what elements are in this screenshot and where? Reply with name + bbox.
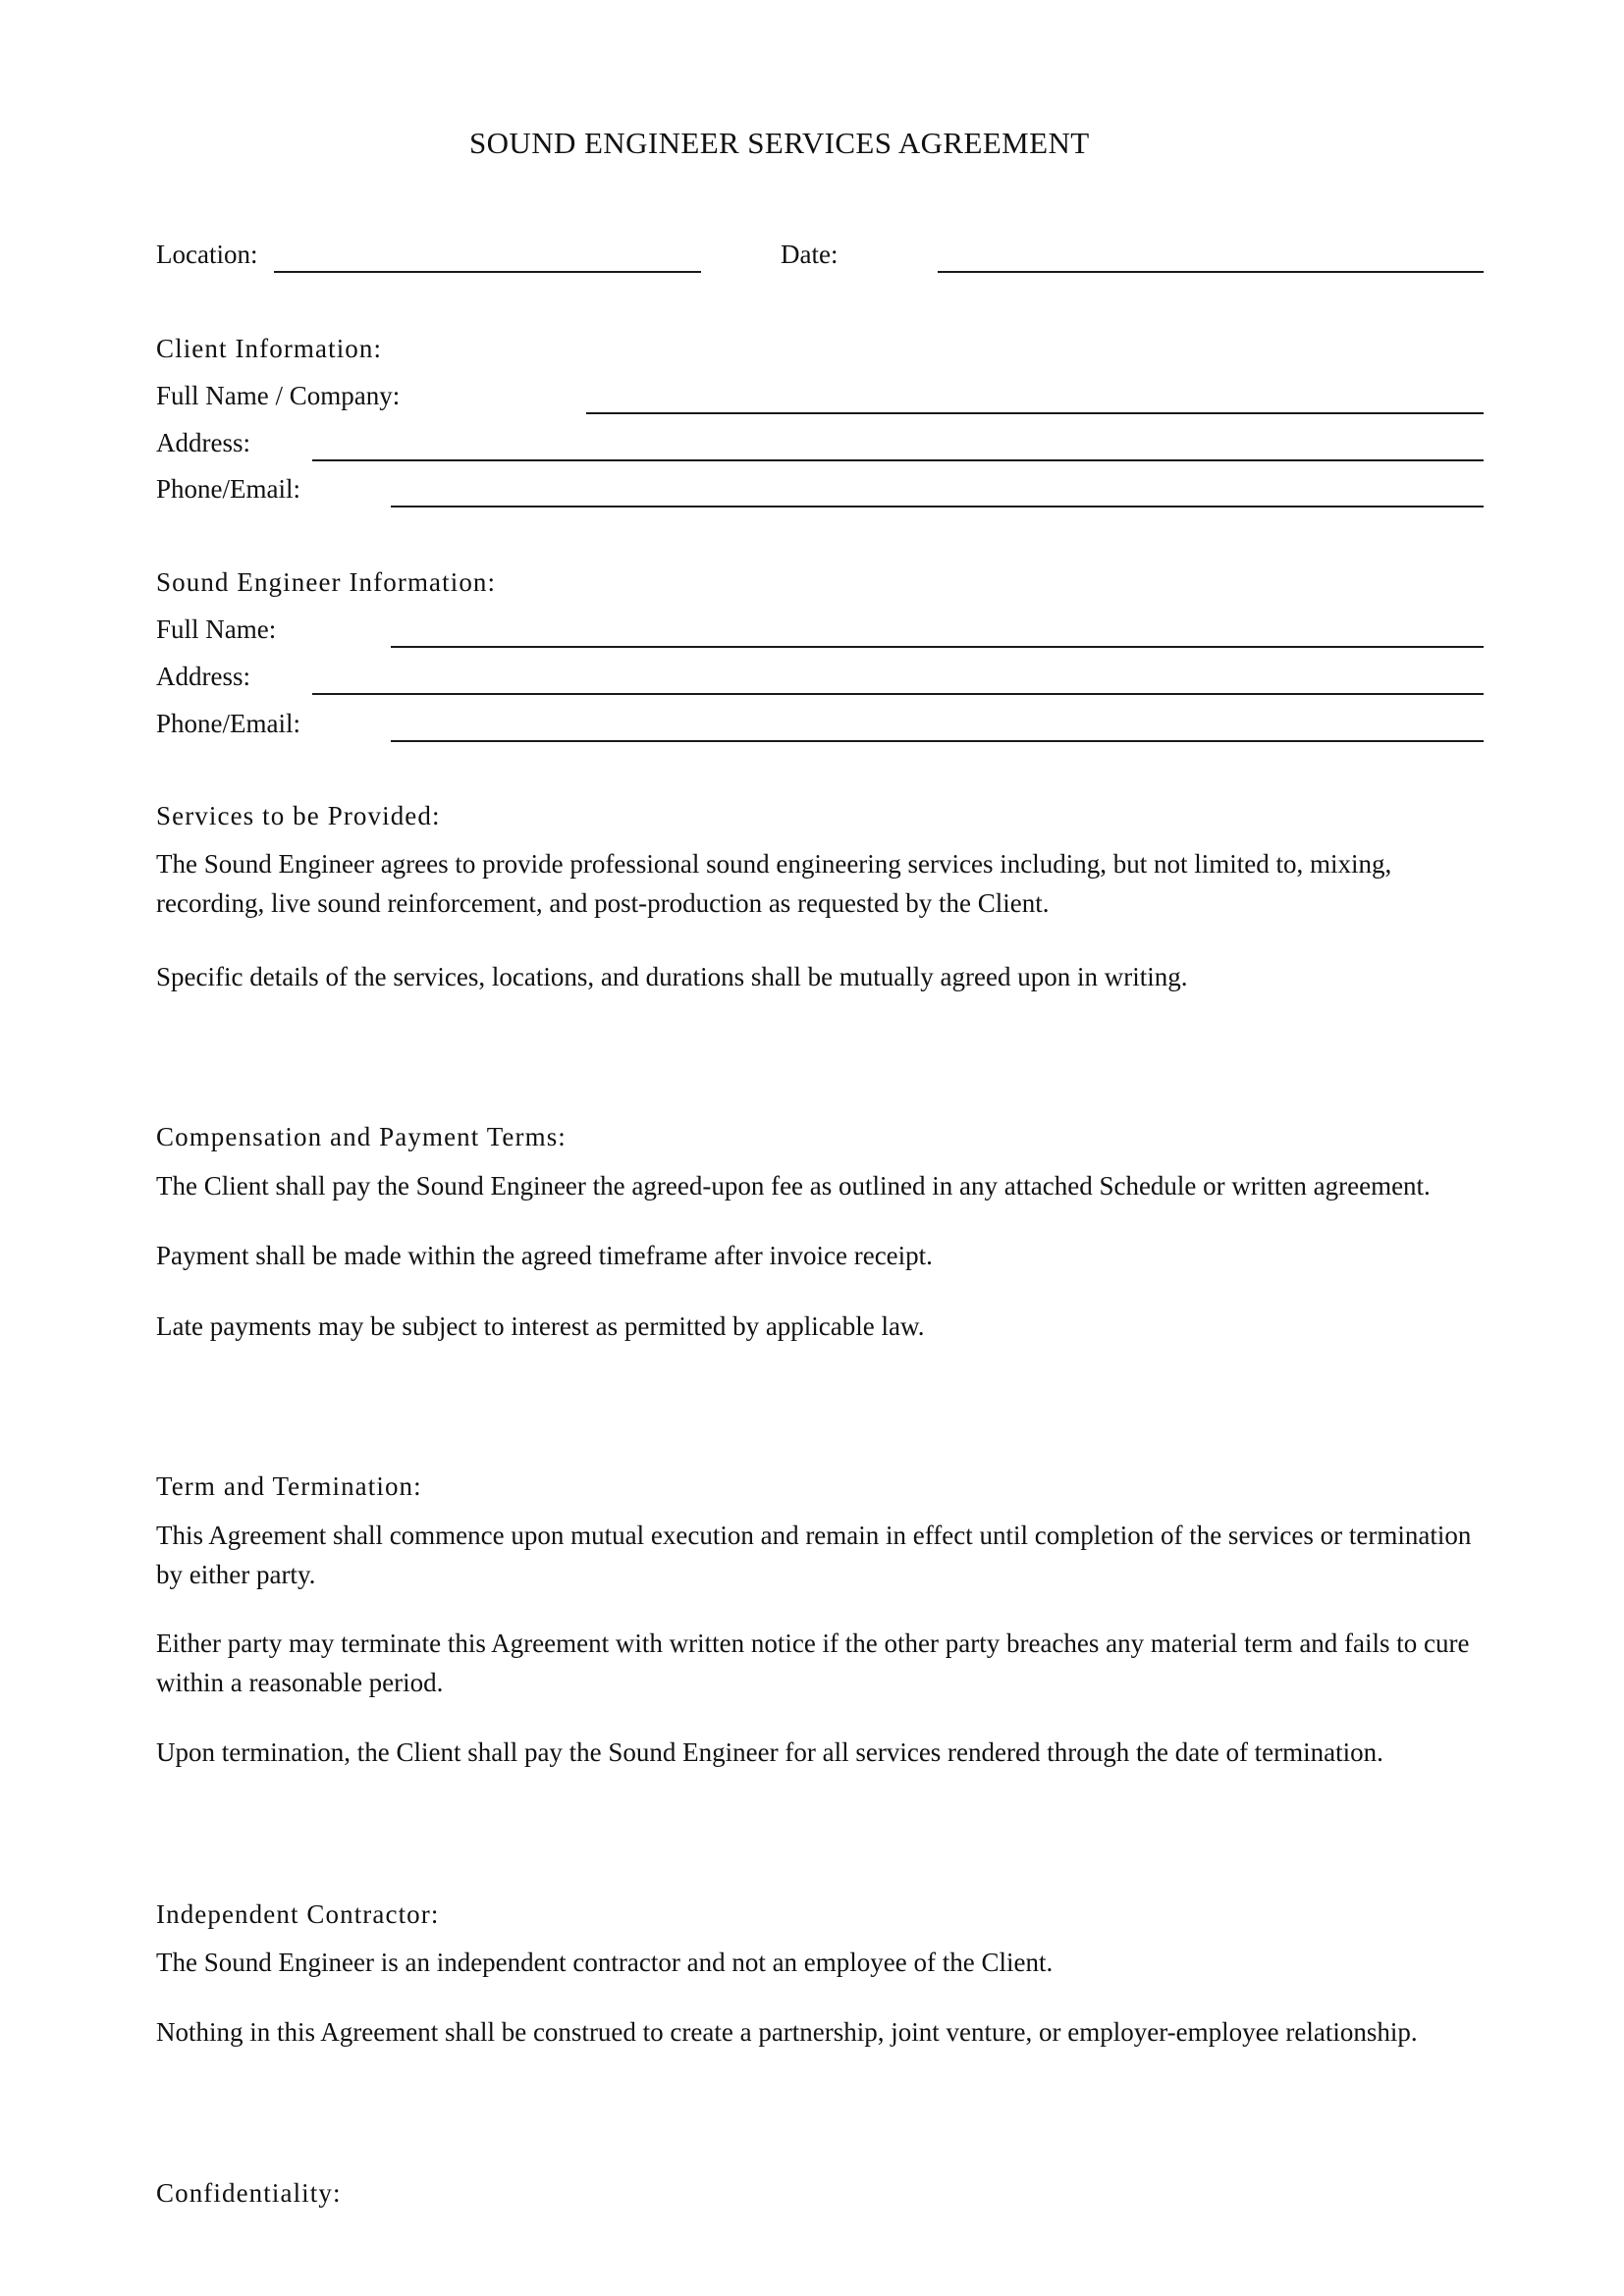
contractor-paragraph-1: The Sound Engineer is an independent contractor and not an employee of the Client. [156, 1948, 1054, 1977]
client-phone-email-label: Phone/Email: [156, 474, 300, 504]
term-paragraph-3: Upon termination, the Client shall pay the Sound Engineer for all services rendered through the date of termination. [156, 1737, 1383, 1767]
contractor-paragraph-2: Nothing in this Agreement shall be construed to create a partnership, joint venture, or employer-employee relationship. [156, 2017, 1418, 2047]
compensation-paragraph-1: The Client shall pay the Sound Engineer the agreed-upon fee as outlined in any attached Schedule or written agreement. [156, 1171, 1431, 1201]
engineer-phone-email-label: Phone/Email: [156, 709, 300, 738]
term-heading: Term and Termination: [156, 1471, 422, 1501]
engineer-address-label: Address: [156, 662, 250, 691]
location-field[interactable] [274, 271, 701, 273]
location-label: Location: [156, 240, 258, 269]
compensation-paragraph-2: Payment shall be made within the agreed timeframe after invoice receipt. [156, 1241, 933, 1270]
confidentiality-heading: Confidentiality: [156, 2178, 342, 2208]
engineer-full-name-field[interactable] [391, 646, 1484, 648]
engineer-address-field[interactable] [312, 693, 1484, 695]
client-full-name-field[interactable] [586, 412, 1484, 414]
services-paragraph-2: Specific details of the services, locations, and durations shall be mutually agreed upon in writing. [156, 962, 1188, 991]
client-info-heading: Client Information: [156, 334, 383, 363]
client-phone-email-field[interactable] [391, 506, 1484, 507]
compensation-heading: Compensation and Payment Terms: [156, 1122, 567, 1151]
client-address-label: Address: [156, 428, 250, 457]
compensation-paragraph-3: Late payments may be subject to interest as permitted by applicable law. [156, 1311, 925, 1341]
services-paragraph-1: The Sound Engineer agrees to provide professional sound engineering services including, but not limited to, mixing, recording, live sound reinforcement, and post-production as requested by the Client. [156, 849, 1392, 918]
term-paragraph-2: Either party may terminate this Agreement with written notice if the other party breaches any material term and fails to cure within a reasonable period. [156, 1629, 1470, 1697]
engineer-phone-email-field[interactable] [391, 740, 1484, 742]
document-title: SOUND ENGINEER SERVICES AGREEMENT [469, 126, 1090, 160]
services-heading: Services to be Provided: [156, 801, 441, 830]
client-address-field[interactable] [312, 459, 1484, 461]
engineer-info-heading: Sound Engineer Information: [156, 567, 497, 597]
date-field[interactable] [938, 271, 1484, 273]
client-full-name-label: Full Name / Company: [156, 381, 401, 410]
term-paragraph-1: This Agreement shall commence upon mutual execution and remain in effect until completion of the services or termination by either party. [156, 1521, 1472, 1589]
date-label: Date: [781, 240, 839, 269]
contractor-heading: Independent Contractor: [156, 1899, 440, 1929]
engineer-full-name-label: Full Name: [156, 614, 277, 644]
